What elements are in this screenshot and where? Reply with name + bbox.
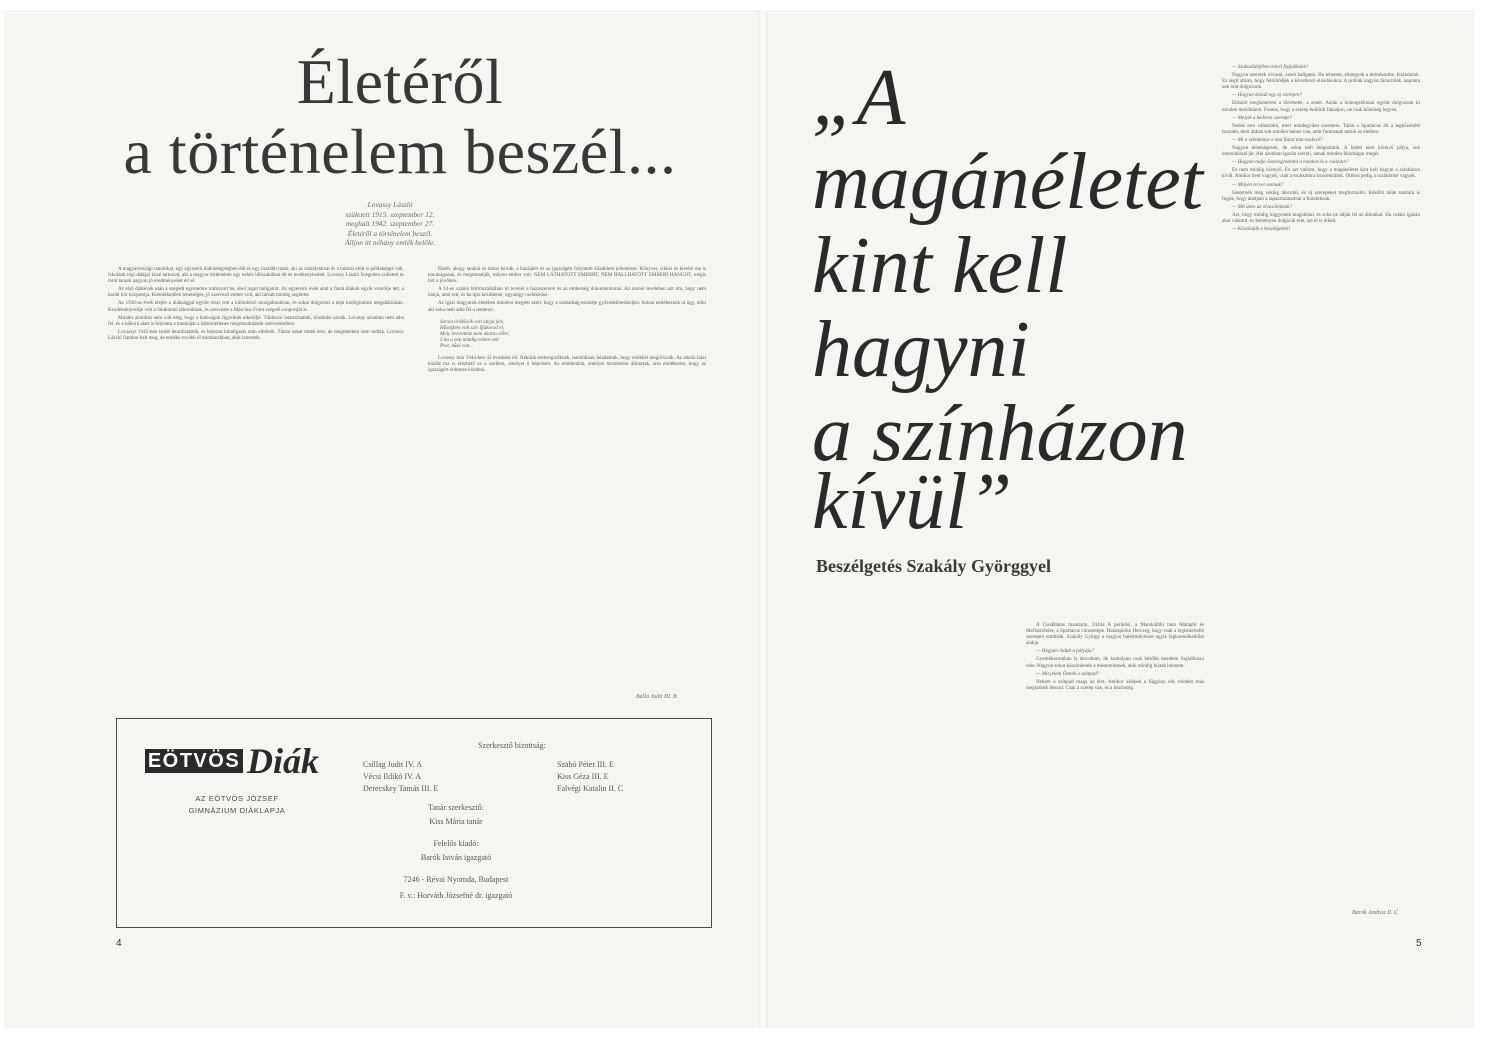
subhead-line: született 1915. szeptember 12. (345, 209, 435, 219)
article-column-left (108, 266, 404, 706)
quote-title-line: kint kell (812, 222, 1068, 310)
question: — Hogyan készül egy új szerepre? (1232, 92, 1302, 99)
paragraph: Azt, hogy mindig higgyenek magukban, és soha ne adják fel az álmaikat. Ha valaki igazán akar valamit, és keményen dolgozik érte, azt el is érheti. (1222, 211, 1420, 224)
question: — Hogyan indult a pályája? (1036, 648, 1095, 655)
board-member: Falvégi Katalin II. C (557, 784, 624, 793)
question: — Milyen tervei vannak? (1232, 181, 1284, 188)
poem-quote (440, 319, 706, 349)
editorial-board-label: Szerkesztő bizottság: (478, 741, 546, 750)
author-signature: Balla Judit III. B (636, 694, 677, 700)
question: — Mit üzen az olvasóinknak? (1232, 203, 1292, 210)
paragraph: Lovassyt 1942-ben ismét letartóztatták, és hosszas kihallgatás után elítélték. Társai sokat tettek érte, de megmenteni nem tudták. Lovassy László fiatalon halt meg, de emléke tovább él mindazokban, akik ismerték. (108, 328, 404, 341)
article-title-line1: Életéről (296, 46, 504, 117)
eotvos-diak-logo (145, 741, 319, 797)
article-subhead (250, 200, 530, 248)
poem-line: Mely leverettem nem akarta előre, (440, 330, 510, 337)
quote-title-line: kívül” (812, 458, 1012, 546)
quote-title-line: a színházon (812, 390, 1188, 478)
masthead-box (116, 718, 712, 928)
paragraph: A magyarországi tanulókat, egy egyszerű diákbetegségben élő és egy tisztább tanár, aki az osztálytársai és a tanárai előtt is példaképpé vált. Iskolánk régi diákjai közé tartozott, aki a magyar történelem egy nehéz időszakában élt és tevékenykedett. Lovassy László Szegeden született és mint tanuló nagyon jó eredményeket ért el. (108, 266, 404, 285)
subhead-line: Álljon itt néhány emlék belőle. (344, 238, 436, 247)
publisher: Barók István igazgató (420, 853, 492, 862)
subhead-line: Életéről a történelem beszél. (347, 228, 433, 238)
page-number-right: 5 (1416, 938, 1422, 949)
paragraph: Az első diákévek után a szegedi egyetemre iratkozott be, ahol jogot hallgatott. Az egyetemi évek alatt a fiatal diákok egyik vezetője lett, a baráti kör központja. Kiemelkedően tehetséges, jó szervező ember volt, aki társait mindig segítette. (108, 286, 404, 299)
paragraph: Szeretnék még sokáig táncolni, és új szerepeket megformálni. Később talán tanítani is fogok, hogy átadjam a tapasztalataimat a fiataloknak. (1222, 189, 1420, 202)
question: — Mi a véleménye a mai fiatal táncosokról? (1232, 136, 1323, 143)
paragraph: Az igazi magyarok életében mindent megtett azért, hogy a szabadság eszméje győzedelmeskedjen. Sokan emlékeznek rá úgy, mint aki soha nem adta fel a reményt. (428, 300, 706, 313)
paragraph: Gyerekkoromban is táncoltam, de komolyan csak később kezdtem foglalkozni vele. Nagyon sokat köszönhetek a mestereimnek, akik mindig bíztak bennem. (1026, 656, 1204, 669)
question: — Köszönjük a beszélgetést! (1232, 226, 1291, 233)
teacher-editor: Kiss Mária tanár (429, 817, 483, 826)
masthead-subtitle-line: GIMNÁZIUM DIÁKLAPJA (188, 806, 286, 815)
poem-line: Hűségben volt szív ifjúkorod el, (440, 324, 505, 331)
interview-subtitle: Beszélgetés Szakály Györggyel (816, 556, 1051, 576)
page-number-left: 4 (116, 938, 122, 949)
question: — Mit jelent Önnek a színpad? (1036, 670, 1100, 677)
subhead-line: meghalt 1942. szeptember 27. (345, 219, 435, 228)
paragraph: Nagyon szeretek olvasni, zenét hallgatni. Ha tehetem, elmegyek a természetbe, kirándulok. Ez segít abban, hogy feltöltődjek a következő előadásokra. A próbák nagyon fárasztóak, naponta sok órát dolgozunk. (1222, 72, 1420, 91)
author-signature: Barók Andrea II. C (1352, 910, 1398, 916)
publisher-label: Felelős kiadó: (433, 839, 479, 848)
editorial-board-left (363, 759, 438, 795)
article-title-line2: a történelem beszél... (123, 116, 677, 187)
paragraph: Lovassy már 1944-ben 42 évesként élt. Nekünk érettségizőknek, tanulóknak feladatunk, hogy emlékét megőrizzük. Az iskola falai között ma is érezhető az a szellem, amelyet ő képviselt. Az emléktábla, amelyet tiszteletére állítottak, arra emlékeztet, hogy az igazságért érdemes küzdeni. (428, 355, 706, 374)
board-member: Csillag Judit IV. A (363, 760, 422, 769)
paragraph: Az 1930-as évek elején a diáksággal együtt részt vett a különböző mozgalmakban, és sokat dolgozott a népi kollégiumok megalakításán. Kezdeményezője volt a falukutató táboroknak, és szervezte a Márciusi Front szegedi csoportját is. (108, 300, 404, 313)
board-member: Vécsi Ildikó IV. A (363, 772, 422, 781)
page-gutter (758, 10, 768, 1028)
paragraph: Mindez azonban nem volt elég, hogy a hatóságok figyelmét elkerülje. Többször letartóztatták, börtönbe zárták. Lovassy azonban nem adta fel, és a háború alatt is folytatta a munkáját a háborúellenes megmozdulások szervezésében. (108, 314, 404, 327)
poem-line: Sorsot örökösök volt anyja jele, (440, 318, 505, 325)
paragraph: Először megismerem a történetet, a zenét. Aztán a koreográfussal együtt dolgozunk ki minden mozdulatot. Fontos, hogy a szerep belülről fakadjon, ne csak külsőség legyen. (1222, 100, 1420, 113)
question: — Hogyan tudja összeegyeztetni a munkát és a családot? (1232, 159, 1349, 166)
quote-title-line: magánéletet (812, 138, 1203, 226)
question: — Melyik a kedvenc szerepe? (1232, 114, 1293, 121)
quote-title-line: hagyni (812, 306, 1030, 394)
paragraph: A 14-es számú börtönzárkában írt levelei a hazaszeretet és az emberség dokumentumai. Az utolsó levelében azt írta, hogy nem bánja, amit tett, és ha újra kezdhetné, ugyanígy cselekedne. (428, 286, 706, 299)
logo-script: Diák (247, 741, 319, 781)
printer-manager: F. v.: Horváth Józsefné dr. igazgató (399, 891, 513, 900)
board-member: Kiss Géza III. E (557, 772, 609, 781)
interview-column-left (1026, 622, 1204, 920)
paragraph: Ez nem mindig könnyű. Én azt vallom, hogy a magánéletet kint kell hagyni a színházon kívül. Amikor bent vagyok, csak a munkámra koncentrálok. Otthon pedig a családomé vagyok. (1222, 167, 1420, 180)
paragraph: Nagyon tehetségesek, de sokat kell dolgozniuk. A balett nem könnyű pálya, sok lemondással jár. Aki azonban igazán szereti, annak minden fáradságot megér. (1222, 145, 1420, 158)
teacher-editor-label: Tanár szerkesztő: (428, 803, 484, 812)
masthead-subtitle (153, 793, 321, 817)
subhead-line: Lovassy László (367, 200, 413, 209)
masthead-subtitle-line: AZ EÖTVÖS JÓZSEF (195, 794, 279, 803)
paragraph: Nehéz erre válaszolni, mert mindegyiket szeretem. Talán a Spartacus áll a legközelebb hozzám, mert abban sok minden benne van, amit fontosnak tartok az életben. (1222, 122, 1420, 135)
poem-line: Pest, hűsé van... (440, 343, 474, 350)
poem-line: S ha a nép mindig velem volt (440, 336, 499, 343)
quote-title-line: „A (812, 54, 906, 142)
paragraph: A Csodálatos mandarin, 2444a A perhidsi, a Marskállthi ham Mátaplit és Mefisztófeles, a Spartacus címszerepe. Hanaspitike Herczeg, hogy csak a legismertebb szerepeit említsük. Szakály György a magyar balettművészet egyik legkiemelkedőbb alakja. (1026, 622, 1204, 647)
article-column-right (428, 266, 706, 688)
interview-column-right (1222, 64, 1420, 902)
paragraph: Nekem a színpad maga az élet. Amikor kilépek a függöny elé, minden más megszűnik létezni. Csak a szerep van, és a közönség. (1026, 678, 1204, 691)
question: — Szabadidejében mivel foglalkozik? (1232, 64, 1309, 70)
board-member: Szabó Péter III. E (557, 760, 614, 769)
paragraph: Életét, ahogy tanárai és társai leírták, a hazájáért és az igazságért folytatott küzdelem jellemezte. Könyvei, cikkei és levelei ma is tanulságosak, és megmutatják, milyen ember volt. NEM LÁTHATOTT EMBERT, NEM HALLHATOTT EMBERI HANGOT, mégis hitt a jövőben. (428, 266, 706, 285)
logo-wordmark: EÖTVÖS (145, 749, 243, 773)
editorial-board-right (557, 759, 623, 795)
board-member: Derecskey Tamás III. E (363, 784, 439, 793)
printer: 7246 - Révai Nyomda, Budapest (403, 875, 509, 884)
